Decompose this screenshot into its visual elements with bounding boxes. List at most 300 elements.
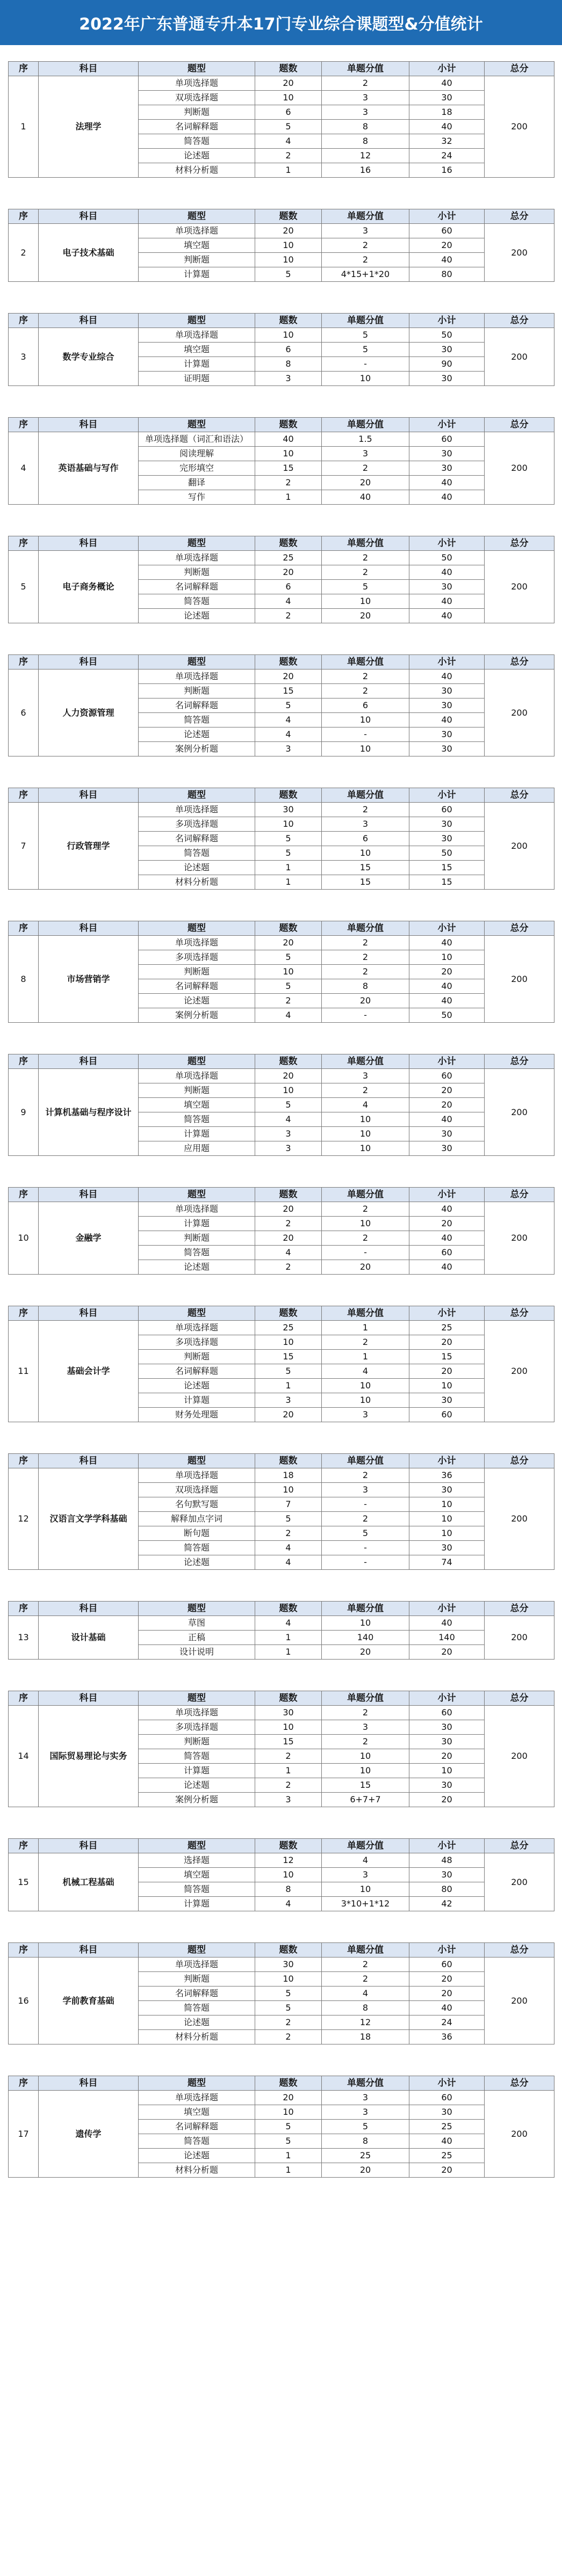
- question-count: 4: [255, 1246, 322, 1260]
- question-count: 4: [255, 1897, 322, 1911]
- points-per-question: -: [322, 1008, 409, 1023]
- question-type: 判断题: [139, 1350, 255, 1364]
- question-count: 1: [255, 1764, 322, 1778]
- question-type: 选择题: [139, 1853, 255, 1868]
- column-header: 序: [9, 1454, 39, 1468]
- subtotal: 24: [409, 149, 485, 163]
- subject-number: 4: [9, 432, 39, 505]
- question-count: 1: [255, 490, 322, 505]
- subtotal: 32: [409, 134, 485, 149]
- subtotal: 25: [409, 2120, 485, 2134]
- column-header: 科目: [39, 1943, 139, 1958]
- subtotal: 40: [409, 1112, 485, 1127]
- question-type: 填空题: [139, 2105, 255, 2120]
- question-count: 10: [255, 1335, 322, 1350]
- subtotal: 30: [409, 698, 485, 713]
- total-score: 200: [485, 1853, 554, 1911]
- question-count: 4: [255, 1616, 322, 1631]
- header-row: [9, 1602, 554, 1616]
- points-per-question: 2: [322, 1202, 409, 1217]
- table-row: [9, 1069, 554, 1083]
- question-type: 单项选择题: [139, 803, 255, 817]
- subject-table: [8, 1306, 554, 1422]
- column-header: 总分: [485, 1943, 554, 1958]
- column-header: 总分: [485, 209, 554, 224]
- column-header: 序: [9, 1839, 39, 1853]
- question-count: 15: [255, 461, 322, 476]
- question-count: 15: [255, 684, 322, 698]
- column-header: 题型: [139, 1943, 255, 1958]
- points-per-question: 20: [322, 1645, 409, 1660]
- table-row: [9, 224, 554, 238]
- subtotal: 30: [409, 1778, 485, 1793]
- points-per-question: 2: [322, 965, 409, 979]
- column-header: 科目: [39, 314, 139, 328]
- points-per-question: 20: [322, 2163, 409, 2178]
- points-per-question: 4: [322, 1986, 409, 2001]
- total-score: 200: [485, 432, 554, 505]
- subtotal: 10: [409, 1379, 485, 1393]
- question-type: 计算题: [139, 1217, 255, 1231]
- subtotal: 60: [409, 803, 485, 817]
- question-count: 4: [255, 134, 322, 149]
- points-per-question: 10: [322, 1112, 409, 1127]
- question-count: 1: [255, 1631, 322, 1645]
- subtotal: 30: [409, 742, 485, 756]
- subtotal: 40: [409, 253, 485, 267]
- question-count: 10: [255, 447, 322, 461]
- subtotal: 60: [409, 224, 485, 238]
- question-count: 1: [255, 875, 322, 890]
- column-header: 题型: [139, 536, 255, 551]
- question-type: 简答题: [139, 1882, 255, 1897]
- question-count: 2: [255, 1778, 322, 1793]
- points-per-question: 3: [322, 2105, 409, 2120]
- points-per-question: 10: [322, 1764, 409, 1778]
- question-type: 判断题: [139, 965, 255, 979]
- question-count: 25: [255, 1321, 322, 1335]
- table-row: [9, 76, 554, 91]
- question-type: 判断题: [139, 1972, 255, 1986]
- points-per-question: -: [322, 1497, 409, 1512]
- subtotal: 30: [409, 91, 485, 105]
- subject-number: 1: [9, 76, 39, 178]
- total-score: 200: [485, 1958, 554, 2044]
- total-score: 200: [485, 1321, 554, 1422]
- points-per-question: 2: [322, 1468, 409, 1483]
- column-header: 题型: [139, 62, 255, 76]
- subject-number: 5: [9, 551, 39, 623]
- column-header: 单题分值: [322, 418, 409, 432]
- points-per-question: 10: [322, 1882, 409, 1897]
- subject-name: 行政管理学: [39, 803, 139, 890]
- subject-number: 6: [9, 670, 39, 756]
- column-header: 题数: [255, 921, 322, 936]
- question-type: 计算题: [139, 1127, 255, 1141]
- subject-table: [8, 417, 554, 505]
- header-row: [9, 209, 554, 224]
- question-count: 2: [255, 1217, 322, 1231]
- page-title-banner: [0, 0, 562, 45]
- question-count: 15: [255, 1735, 322, 1749]
- subtotal: 30: [409, 343, 485, 357]
- subtotal: 20: [409, 1972, 485, 1986]
- column-header: 单题分值: [322, 921, 409, 936]
- column-header: 单题分值: [322, 1943, 409, 1958]
- total-score: 200: [485, 1468, 554, 1570]
- table-row: [9, 1706, 554, 1720]
- points-per-question: 2: [322, 1335, 409, 1350]
- table-row: [9, 1853, 554, 1868]
- question-count: 5: [255, 1098, 322, 1112]
- column-header: 科目: [39, 536, 139, 551]
- column-header: 单题分值: [322, 62, 409, 76]
- subject-name: 汉语言文学学科基础: [39, 1468, 139, 1570]
- column-header: 总分: [485, 655, 554, 670]
- question-type: 材料分析题: [139, 163, 255, 178]
- total-score: 200: [485, 936, 554, 1023]
- question-type: 填空题: [139, 1098, 255, 1112]
- question-type: 财务处理题: [139, 1408, 255, 1422]
- question-count: 3: [255, 372, 322, 386]
- column-header: 题数: [255, 655, 322, 670]
- column-header: 题型: [139, 1306, 255, 1321]
- question-count: 5: [255, 2134, 322, 2149]
- subtotal: 16: [409, 163, 485, 178]
- subtotal: 50: [409, 328, 485, 343]
- question-count: 5: [255, 846, 322, 861]
- column-header: 序: [9, 2076, 39, 2091]
- column-header: 题数: [255, 314, 322, 328]
- question-type: 单项选择题: [139, 670, 255, 684]
- table-row: [9, 1321, 554, 1335]
- question-count: 3: [255, 1793, 322, 1807]
- question-type: 单项选择题: [139, 1069, 255, 1083]
- points-per-question: 2: [322, 1231, 409, 1246]
- column-header: 小计: [409, 1691, 485, 1706]
- points-per-question: -: [322, 1541, 409, 1555]
- subject-name: 法理学: [39, 76, 139, 178]
- question-count: 3: [255, 1127, 322, 1141]
- points-per-question: 10: [322, 1749, 409, 1764]
- column-header: 序: [9, 921, 39, 936]
- column-header: 序: [9, 536, 39, 551]
- header-row: [9, 2076, 554, 2091]
- question-count: 10: [255, 1720, 322, 1735]
- question-type: 计算题: [139, 1897, 255, 1911]
- question-type: 判断题: [139, 105, 255, 120]
- question-type: 材料分析题: [139, 2030, 255, 2044]
- column-header: 科目: [39, 1602, 139, 1616]
- points-per-question: 8: [322, 2134, 409, 2149]
- points-per-question: 3: [322, 91, 409, 105]
- question-type: 单项选择题: [139, 1468, 255, 1483]
- column-header: 序: [9, 788, 39, 803]
- question-type: 简答题: [139, 846, 255, 861]
- subject-number: 13: [9, 1616, 39, 1660]
- column-header: 题数: [255, 788, 322, 803]
- subtotal: 30: [409, 1127, 485, 1141]
- question-type: 案例分析题: [139, 1008, 255, 1023]
- subject-table: [8, 536, 554, 623]
- column-header: 总分: [485, 1054, 554, 1069]
- points-per-question: 2: [322, 1083, 409, 1098]
- subtotal: 24: [409, 2015, 485, 2030]
- question-type: 论述题: [139, 1778, 255, 1793]
- question-type: 名词解释题: [139, 1986, 255, 2001]
- subject-table: [8, 1942, 554, 2044]
- points-per-question: 40: [322, 490, 409, 505]
- subtotal: 20: [409, 1645, 485, 1660]
- points-per-question: 10: [322, 846, 409, 861]
- column-header: 序: [9, 1943, 39, 1958]
- question-type: 单项选择题: [139, 1202, 255, 1217]
- points-per-question: 10: [322, 1217, 409, 1231]
- table-row: [9, 1958, 554, 1972]
- points-per-question: -: [322, 1555, 409, 1570]
- question-count: 3: [255, 1141, 322, 1156]
- subtotal: 60: [409, 432, 485, 447]
- question-type: 设计说明: [139, 1645, 255, 1660]
- subtotal: 40: [409, 936, 485, 950]
- question-count: 1: [255, 2163, 322, 2178]
- subtotal: 30: [409, 1735, 485, 1749]
- question-type: 应用题: [139, 1141, 255, 1156]
- question-type: 材料分析题: [139, 2163, 255, 2178]
- column-header: 小计: [409, 314, 485, 328]
- points-per-question: 12: [322, 149, 409, 163]
- points-per-question: 2: [322, 1735, 409, 1749]
- subject-number: 14: [9, 1706, 39, 1807]
- points-per-question: 15: [322, 875, 409, 890]
- question-type: 简答题: [139, 1749, 255, 1764]
- column-header: 总分: [485, 62, 554, 76]
- subtotal: 30: [409, 1720, 485, 1735]
- points-per-question: 2: [322, 803, 409, 817]
- question-type: 论述题: [139, 2149, 255, 2163]
- question-type: 单项选择题: [139, 76, 255, 91]
- header-row: [9, 1188, 554, 1202]
- points-per-question: 15: [322, 1778, 409, 1793]
- subject-table: [8, 61, 554, 178]
- subtotal: 20: [409, 1986, 485, 2001]
- points-per-question: 3: [322, 105, 409, 120]
- question-count: 7: [255, 1497, 322, 1512]
- header-row: [9, 314, 554, 328]
- points-per-question: 140: [322, 1631, 409, 1645]
- points-per-question: 10: [322, 1141, 409, 1156]
- subtotal: 60: [409, 1246, 485, 1260]
- points-per-question: 3: [322, 1483, 409, 1497]
- question-count: 20: [255, 2091, 322, 2105]
- question-count: 25: [255, 551, 322, 565]
- column-header: 科目: [39, 1454, 139, 1468]
- column-header: 科目: [39, 1054, 139, 1069]
- subject-name: 学前教育基础: [39, 1958, 139, 2044]
- column-header: 题数: [255, 1943, 322, 1958]
- subject-number: 12: [9, 1468, 39, 1570]
- question-type: 论述题: [139, 1379, 255, 1393]
- subtotal: 36: [409, 1468, 485, 1483]
- question-count: 6: [255, 580, 322, 594]
- points-per-question: 20: [322, 609, 409, 623]
- question-type: 论述题: [139, 727, 255, 742]
- question-type: 多项选择题: [139, 1720, 255, 1735]
- points-per-question: 2: [322, 565, 409, 580]
- column-header: 单题分值: [322, 1454, 409, 1468]
- question-type: 证明题: [139, 372, 255, 386]
- subject-name: 市场营销学: [39, 936, 139, 1023]
- column-header: 科目: [39, 655, 139, 670]
- column-header: 序: [9, 1188, 39, 1202]
- column-header: 序: [9, 655, 39, 670]
- subtotal: 20: [409, 238, 485, 253]
- question-type: 多项选择题: [139, 817, 255, 832]
- column-header: 题数: [255, 2076, 322, 2091]
- column-header: 小计: [409, 655, 485, 670]
- question-type: 草图: [139, 1616, 255, 1631]
- subtotal: 40: [409, 994, 485, 1008]
- points-per-question: 10: [322, 1393, 409, 1408]
- question-type: 简答题: [139, 594, 255, 609]
- subtotal: 40: [409, 1616, 485, 1631]
- column-header: 小计: [409, 1306, 485, 1321]
- question-type: 单项选择题（词汇和语法）: [139, 432, 255, 447]
- points-per-question: 6: [322, 832, 409, 846]
- question-count: 5: [255, 2120, 322, 2134]
- points-per-question: 2: [322, 670, 409, 684]
- question-type: 论述题: [139, 861, 255, 875]
- column-header: 总分: [485, 2076, 554, 2091]
- subtotal: 40: [409, 1202, 485, 1217]
- question-count: 20: [255, 224, 322, 238]
- column-header: 单题分值: [322, 536, 409, 551]
- subtotal: 40: [409, 1260, 485, 1275]
- subject-table: [8, 1054, 554, 1156]
- header-row: [9, 1306, 554, 1321]
- points-per-question: 20: [322, 1260, 409, 1275]
- question-type: 名句默写题: [139, 1497, 255, 1512]
- question-count: 20: [255, 1231, 322, 1246]
- column-header: 题型: [139, 2076, 255, 2091]
- subtotal: 140: [409, 1631, 485, 1645]
- subject-table: [8, 209, 554, 282]
- column-header: 题数: [255, 62, 322, 76]
- question-type: 名词解释题: [139, 580, 255, 594]
- subtotal: 30: [409, 1141, 485, 1156]
- page-title: 2022年广东普通专升本17门专业综合课题型&分值统计: [79, 15, 483, 34]
- question-type: 计算题: [139, 267, 255, 282]
- points-per-question: 2: [322, 1706, 409, 1720]
- points-per-question: 5: [322, 1526, 409, 1541]
- subject-name: 数学专业综合: [39, 328, 139, 386]
- subtotal: 30: [409, 817, 485, 832]
- subject-table: [8, 1691, 554, 1807]
- column-header: 总分: [485, 418, 554, 432]
- question-count: 2: [255, 1749, 322, 1764]
- question-count: 10: [255, 2105, 322, 2120]
- column-header: 小计: [409, 1602, 485, 1616]
- subtotal: 40: [409, 565, 485, 580]
- header-row: [9, 1839, 554, 1853]
- points-per-question: 6+7+7: [322, 1793, 409, 1807]
- question-count: 8: [255, 357, 322, 372]
- subtotal: 60: [409, 1408, 485, 1422]
- table-row: [9, 328, 554, 343]
- column-header: 科目: [39, 1306, 139, 1321]
- subtotal: 50: [409, 846, 485, 861]
- points-per-question: 10: [322, 742, 409, 756]
- subject-number: 17: [9, 2091, 39, 2178]
- question-count: 1: [255, 163, 322, 178]
- points-per-question: 3: [322, 1720, 409, 1735]
- question-type: 计算题: [139, 357, 255, 372]
- column-header: 单题分值: [322, 1054, 409, 1069]
- question-type: 单项选择题: [139, 2091, 255, 2105]
- column-header: 序: [9, 1054, 39, 1069]
- question-type: 简答题: [139, 134, 255, 149]
- points-per-question: 10: [322, 713, 409, 727]
- question-count: 4: [255, 1555, 322, 1570]
- subtotal: 10: [409, 1497, 485, 1512]
- points-per-question: 2: [322, 551, 409, 565]
- question-type: 材料分析题: [139, 875, 255, 890]
- question-count: 8: [255, 1882, 322, 1897]
- points-per-question: -: [322, 727, 409, 742]
- column-header: 小计: [409, 62, 485, 76]
- subject-number: 10: [9, 1202, 39, 1275]
- subtotal: 80: [409, 267, 485, 282]
- column-header: 科目: [39, 209, 139, 224]
- subject-name: 机械工程基础: [39, 1853, 139, 1911]
- question-type: 单项选择题: [139, 1321, 255, 1335]
- question-count: 4: [255, 1541, 322, 1555]
- column-header: 序: [9, 209, 39, 224]
- subtotal: 10: [409, 950, 485, 965]
- points-per-question: 2: [322, 76, 409, 91]
- subject-name: 国际贸易理论与实务: [39, 1706, 139, 1807]
- points-per-question: 12: [322, 2015, 409, 2030]
- points-per-question: 16: [322, 163, 409, 178]
- question-type: 单项选择题: [139, 1706, 255, 1720]
- points-per-question: 2: [322, 1972, 409, 1986]
- question-count: 2: [255, 994, 322, 1008]
- subtotal: 30: [409, 2105, 485, 2120]
- subtotal: 60: [409, 1706, 485, 1720]
- column-header: 题型: [139, 921, 255, 936]
- question-count: 20: [255, 936, 322, 950]
- subject-table: [8, 654, 554, 756]
- total-score: 200: [485, 670, 554, 756]
- subtotal: 40: [409, 594, 485, 609]
- total-score: 200: [485, 803, 554, 890]
- column-header: 题型: [139, 209, 255, 224]
- points-per-question: 2: [322, 684, 409, 698]
- subtotal: 25: [409, 1321, 485, 1335]
- column-header: 总分: [485, 1188, 554, 1202]
- points-per-question: 4: [322, 1364, 409, 1379]
- question-type: 判断题: [139, 1735, 255, 1749]
- column-header: 总分: [485, 314, 554, 328]
- subtotal: 20: [409, 965, 485, 979]
- column-header: 序: [9, 418, 39, 432]
- subtotal: 15: [409, 875, 485, 890]
- question-count: 1: [255, 861, 322, 875]
- column-header: 题数: [255, 1188, 322, 1202]
- question-type: 简答题: [139, 1541, 255, 1555]
- question-count: 20: [255, 565, 322, 580]
- question-count: 5: [255, 1512, 322, 1526]
